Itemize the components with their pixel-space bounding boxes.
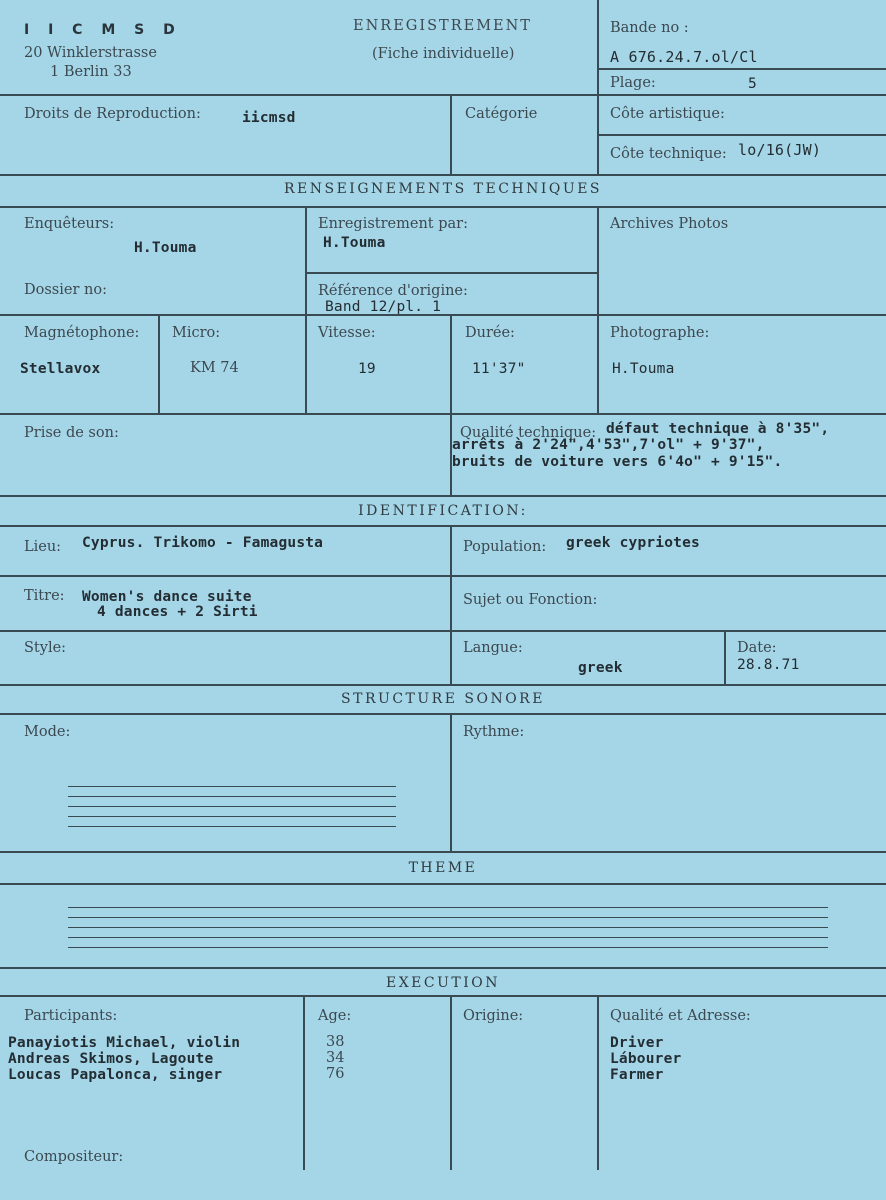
form-title: ENREGISTREMENT	[353, 18, 532, 34]
rule	[597, 134, 886, 136]
reference-label: Référence d'origine:	[318, 283, 468, 299]
plage-value: 5	[748, 76, 757, 92]
categorie-label: Catégorie	[465, 106, 538, 122]
dossier-label: Dossier no:	[24, 282, 107, 298]
rythme-label: Rythme:	[463, 724, 525, 740]
date-label: Date:	[737, 640, 777, 656]
rule	[0, 575, 886, 577]
rule	[0, 525, 886, 527]
rule	[0, 883, 886, 885]
theme-music-staff	[68, 907, 828, 951]
enqueteurs-value: H.Touma	[134, 240, 197, 256]
rule	[597, 68, 886, 70]
participant-role: Farmer	[610, 1067, 664, 1083]
mode-label: Mode:	[24, 724, 71, 740]
rule	[0, 995, 886, 997]
rule	[305, 206, 307, 413]
rule	[0, 713, 886, 715]
titre-line2: 4 dances + 2 Sirti	[97, 604, 258, 620]
plage-label: Plage:	[610, 75, 656, 91]
cote-technique-label: Côte technique:	[610, 146, 727, 162]
participant-name: Loucas Papalonca, singer	[8, 1067, 223, 1083]
rule	[0, 206, 886, 208]
rule	[450, 525, 452, 684]
participant-age: 76	[326, 1066, 345, 1082]
compositeur-label: Compositeur:	[24, 1149, 124, 1165]
rule	[597, 0, 599, 174]
rule	[0, 495, 886, 497]
cote-technique-value: lo/16(JW)	[738, 141, 822, 159]
rule	[0, 851, 886, 853]
langue-label: Langue:	[463, 640, 523, 656]
rule	[0, 174, 886, 176]
rule	[0, 314, 886, 316]
qualite-technique-label: Qualité technique:	[460, 425, 597, 441]
population-label: Population:	[463, 539, 547, 555]
participant-name: Andreas Skimos, Lagoute	[8, 1051, 214, 1067]
rule	[0, 967, 886, 969]
section-identification: IDENTIFICATION:	[358, 503, 528, 519]
enregistrement-par-label: Enregistrement par:	[318, 216, 468, 232]
lieu-value: Cyprus. Trikomo - Famagusta	[82, 535, 324, 551]
date-value: 28.8.71	[737, 657, 800, 673]
rule	[450, 94, 452, 174]
titre-label: Titre:	[24, 588, 65, 604]
rule	[597, 206, 599, 413]
bande-value: A 676.24.7.ol/Cl	[610, 48, 758, 66]
micro-label: Micro:	[172, 325, 221, 341]
archives-photos-label: Archives Photos	[610, 216, 729, 232]
enregistrement-par-value: H.Touma	[323, 235, 386, 251]
rule	[0, 413, 886, 415]
photographe-value: H.Touma	[612, 361, 675, 377]
rule	[724, 630, 726, 684]
participant-age: 38	[326, 1034, 345, 1050]
vitesse-label: Vitesse:	[318, 325, 376, 341]
section-structure-sonore: STRUCTURE SONORE	[341, 691, 545, 707]
rule	[0, 684, 886, 686]
section-renseignements: RENSEIGNEMENTS TECHNIQUES	[283, 181, 603, 197]
age-label: Age:	[318, 1008, 352, 1024]
droits-value: iicmsd	[242, 110, 296, 126]
rule	[303, 995, 305, 1170]
langue-value: greek	[578, 660, 623, 676]
participant-name: Panayiotis Michael, violin	[8, 1035, 241, 1051]
enqueteurs-label: Enquêteurs:	[24, 216, 115, 232]
qualite-line3: bruits de voiture vers 6'4o" + 9'15".	[452, 454, 783, 470]
rule	[450, 995, 452, 1170]
section-theme: THEME	[408, 860, 478, 876]
org-logo: I I C M S D	[24, 22, 182, 38]
magnetophone-label: Magnétophone:	[24, 325, 140, 341]
lieu-label: Lieu:	[24, 539, 62, 555]
qualite-line2: arrêts à 2'24",4'53",7'ol" + 9'37",	[452, 437, 765, 453]
reference-value: Band 12/pl. 1	[325, 299, 442, 315]
rule	[0, 94, 886, 96]
participant-role: Lábourer	[610, 1051, 682, 1067]
rule	[305, 272, 597, 274]
vitesse-value: 19	[358, 361, 376, 377]
style-label: Style:	[24, 640, 67, 656]
photographe-label: Photographe:	[610, 325, 710, 341]
duree-label: Durée:	[465, 325, 515, 341]
origine-label: Origine:	[463, 1008, 524, 1024]
qualite-adresse-label: Qualité et Adresse:	[610, 1008, 751, 1024]
address-line1: 20 Winklerstrasse	[24, 45, 157, 61]
rule	[158, 314, 160, 413]
mode-music-staff	[68, 786, 396, 830]
sujet-label: Sujet ou Fonction:	[463, 592, 598, 608]
titre-line1: Women's dance suite	[82, 589, 252, 605]
bande-label: Bande no :	[610, 20, 689, 36]
participant-age: 34	[326, 1050, 345, 1066]
address-line2: 1 Berlin 33	[50, 64, 132, 80]
form-subtitle: (Fiche individuelle)	[372, 46, 515, 62]
droits-label: Droits de Reproduction:	[24, 106, 201, 122]
cote-artistique-label: Côte artistique:	[610, 106, 725, 122]
section-execution: EXECUTION	[385, 975, 500, 991]
duree-value: 11'37"	[472, 361, 526, 377]
rule	[450, 713, 452, 851]
magnetophone-value: Stellavox	[20, 361, 101, 377]
rule	[0, 630, 886, 632]
micro-value: KM 74	[190, 360, 239, 376]
prise-label: Prise de son:	[24, 425, 119, 441]
participant-role: Driver	[610, 1035, 664, 1051]
qualite-line1: défaut technique à 8'35",	[606, 421, 830, 437]
population-value: greek cypriotes	[566, 535, 700, 551]
participants-label: Participants:	[24, 1008, 118, 1024]
rule	[597, 995, 599, 1170]
